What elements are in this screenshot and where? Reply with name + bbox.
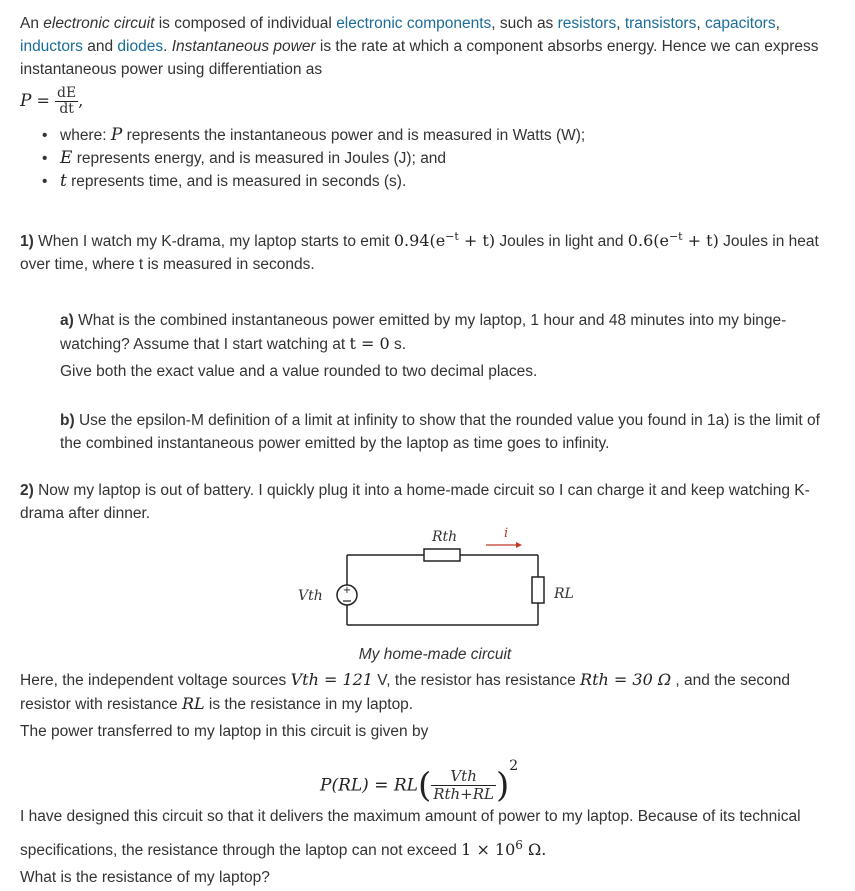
- link-transistors[interactable]: transistors: [624, 15, 697, 32]
- intro-paragraph: An electronic circuit is composed of individual electronic components, such as resistors, transistors, capacitors, inductors and diodes. Instantaneous power is the rate at which a component absorbs energy. Hence we can express instantaneous power using differentiation as: [20, 15, 819, 78]
- part-label: b): [60, 412, 75, 429]
- question-2-line: The power transferred to my laptop in this circuit is given by: [20, 723, 429, 740]
- list-item: • E represents energy, and is measured in Joules (J); and: [42, 147, 840, 170]
- question-1b: b) Use the epsilon-M definition of a limit at infinity to show that the rounded value you found in 1a) is the limit of the combined instantaneous power emitted by the laptop as time goes to infinity.: [60, 412, 820, 452]
- question-number: 1): [20, 233, 34, 250]
- list-item: • t represents time, and is measured in seconds (s).: [42, 170, 840, 193]
- label-current: i: [504, 526, 509, 541]
- circuit-diagram: [20, 525, 840, 643]
- definition-list: [20, 124, 840, 193]
- question-2-conclusion: I have designed this circuit so that it delivers the maximum amount of power to my laptop. Because of its technical specifications, the resistance through the laptop can not exceed $1 \times 10^6$ Ω.: [20, 808, 801, 860]
- final-question: What is the resistance of my laptop?: [20, 869, 270, 887]
- link-capacitors[interactable]: capacitors: [704, 15, 776, 32]
- resistor-rl: [532, 577, 544, 603]
- page-content: [20, 12, 840, 891]
- part-label: a): [60, 312, 74, 329]
- list-item: • where: P represents the instantaneous power and is measured in Watts (W);: [42, 124, 840, 147]
- max-power-formula: P(RL) = RL( $\frac{\text{Vth}}{\text{Rth+RL}}$ )$^2$: [320, 758, 519, 806]
- instantaneous-power-term: Instantaneous power: [171, 38, 316, 55]
- circuit-caption: My home-made circuit: [358, 646, 512, 663]
- question-1a: a) What is the combined instantaneous power emitted by my laptop, 1 hour and 48 minutes into my binge-watching? Assume that I start watching at t = 0 s. Give both the exact value and a value rounded to two decimal places.: [60, 312, 787, 380]
- plus-sign: +: [342, 585, 352, 596]
- power-formula: P = $\frac{dE}{dt}$ ,: [20, 85, 84, 118]
- link-resistors[interactable]: resistors: [557, 15, 617, 32]
- link-electronic-components[interactable]: electronic components: [336, 15, 492, 32]
- derivative-fraction: $\frac{dE}{dt}$: [57, 85, 77, 118]
- circuit-svg: [20, 525, 840, 643]
- resistor-rth: [424, 549, 460, 561]
- label-vth: Vth: [298, 588, 323, 604]
- question-2: 2) Now my laptop is out of battery. I quickly plug it into a home-made circuit so I can charge it and keep watching K-drama after dinner.: [20, 482, 810, 522]
- current-arrow-head: [516, 542, 522, 548]
- voltage-fraction: $\frac{\text{Vth}}{\text{Rth+RL}}$: [433, 767, 495, 804]
- question-1: 1) When I watch my K-drama, my laptop starts to emit $0.94(e^{-t} + t)$ Joules in light and $0.6(e^{-t} + t)$ Joules in heat over time, where t is measured in seconds.: [20, 230, 819, 273]
- link-diodes[interactable]: diodes: [117, 38, 164, 55]
- label-rl: RL: [554, 586, 574, 602]
- question-2-body: Here, the independent voltage sources Vth = 121 V, the resistor has resistance Rth = 30 Ω , and the second resistor with resistance RL is the resistance in my laptop.: [20, 670, 791, 713]
- label-rth: Rth: [432, 529, 458, 545]
- link-inductors[interactable]: inductors: [20, 38, 83, 55]
- electronic-circuit-term: electronic circuit: [43, 15, 155, 32]
- question-number: 2): [20, 482, 34, 499]
